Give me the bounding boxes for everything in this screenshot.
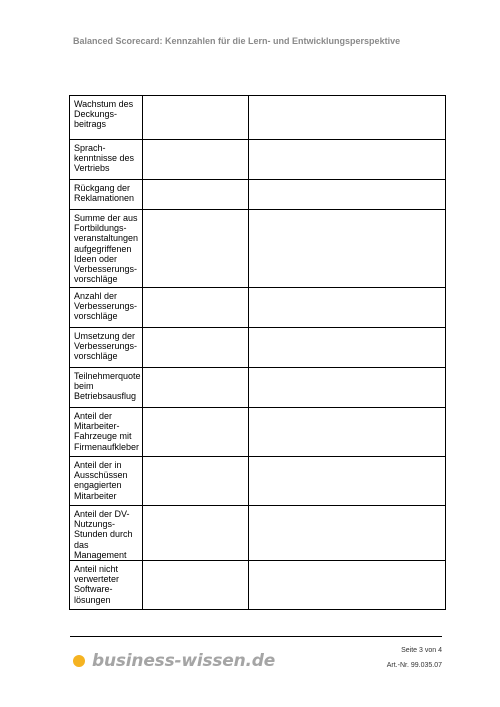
table-cell[interactable] <box>249 328 446 368</box>
table-row <box>70 457 446 506</box>
table-row <box>70 96 446 140</box>
table-row <box>70 180 446 210</box>
table-cell[interactable] <box>143 288 249 328</box>
table-cell[interactable] <box>249 180 446 210</box>
table-cell[interactable] <box>249 457 446 506</box>
table-cell[interactable] <box>143 140 249 180</box>
table-row <box>70 561 446 610</box>
logo-dot-icon <box>73 655 85 667</box>
table-cell[interactable] <box>249 506 446 561</box>
table-cell[interactable] <box>143 328 249 368</box>
table-row <box>70 210 446 288</box>
table-cell[interactable] <box>249 96 446 140</box>
table-cell[interactable] <box>249 408 446 457</box>
table-row <box>70 368 446 408</box>
footer-divider <box>70 636 442 637</box>
row-label: Anteil nicht verwerteter Software- lösungen <box>70 561 143 610</box>
table-row <box>70 408 446 457</box>
table-cell[interactable] <box>249 368 446 408</box>
logo-text: business-wissen.de <box>92 651 276 671</box>
row-label: Anteil der Mitarbeiter- Fahrzeuge mit Firmenaufkleber <box>70 408 143 457</box>
table-cell[interactable] <box>249 140 446 180</box>
page-title: Balanced Scorecard: Kennzahlen für die Lern- und Entwicklungsperspektive <box>73 36 401 46</box>
table-cell[interactable] <box>143 180 249 210</box>
row-label: Rückgang der Reklamationen <box>70 180 143 210</box>
table-row <box>70 506 446 561</box>
table-cell[interactable] <box>249 288 446 328</box>
row-label: Anteil der DV- Nutzungs- Stunden durch das Management <box>70 506 143 561</box>
article-number: Art.-Nr. 99.035.07 <box>386 662 442 669</box>
table-row <box>70 288 446 328</box>
row-label: Sprach- kenntnisse des Vertriebs <box>70 140 143 180</box>
table-row <box>70 328 446 368</box>
table-row <box>70 140 446 180</box>
table-cell[interactable] <box>143 368 249 408</box>
table-cell[interactable] <box>143 561 249 610</box>
table-cell[interactable] <box>143 408 249 457</box>
table-cell[interactable] <box>143 96 249 140</box>
row-label: Anteil der in Ausschüssen engagierten Mitarbeiter <box>70 457 143 506</box>
table-cell[interactable] <box>143 210 249 288</box>
row-label: Umsetzung der Verbesserungs- vorschläge <box>70 328 143 368</box>
table-cell[interactable] <box>249 210 446 288</box>
row-label: Summe der aus Fortbildungs- veranstaltungen aufgegriffenen Ideen oder Verbesserungs- vorschläge <box>70 210 143 288</box>
row-label: Teilnehmerquote beim Betriebsausflug <box>70 368 143 408</box>
kpi-table <box>69 95 446 610</box>
table-cell[interactable] <box>143 506 249 561</box>
row-label: Anzahl der Verbesserungs- vorschläge <box>70 288 143 328</box>
row-label: Wachstum des Deckungs- beitrags <box>70 96 143 140</box>
table-cell[interactable] <box>143 457 249 506</box>
page-number: Seite 3 von 4 <box>401 647 442 654</box>
table-cell[interactable] <box>249 561 446 610</box>
business-wissen-logo[interactable] <box>73 651 275 671</box>
